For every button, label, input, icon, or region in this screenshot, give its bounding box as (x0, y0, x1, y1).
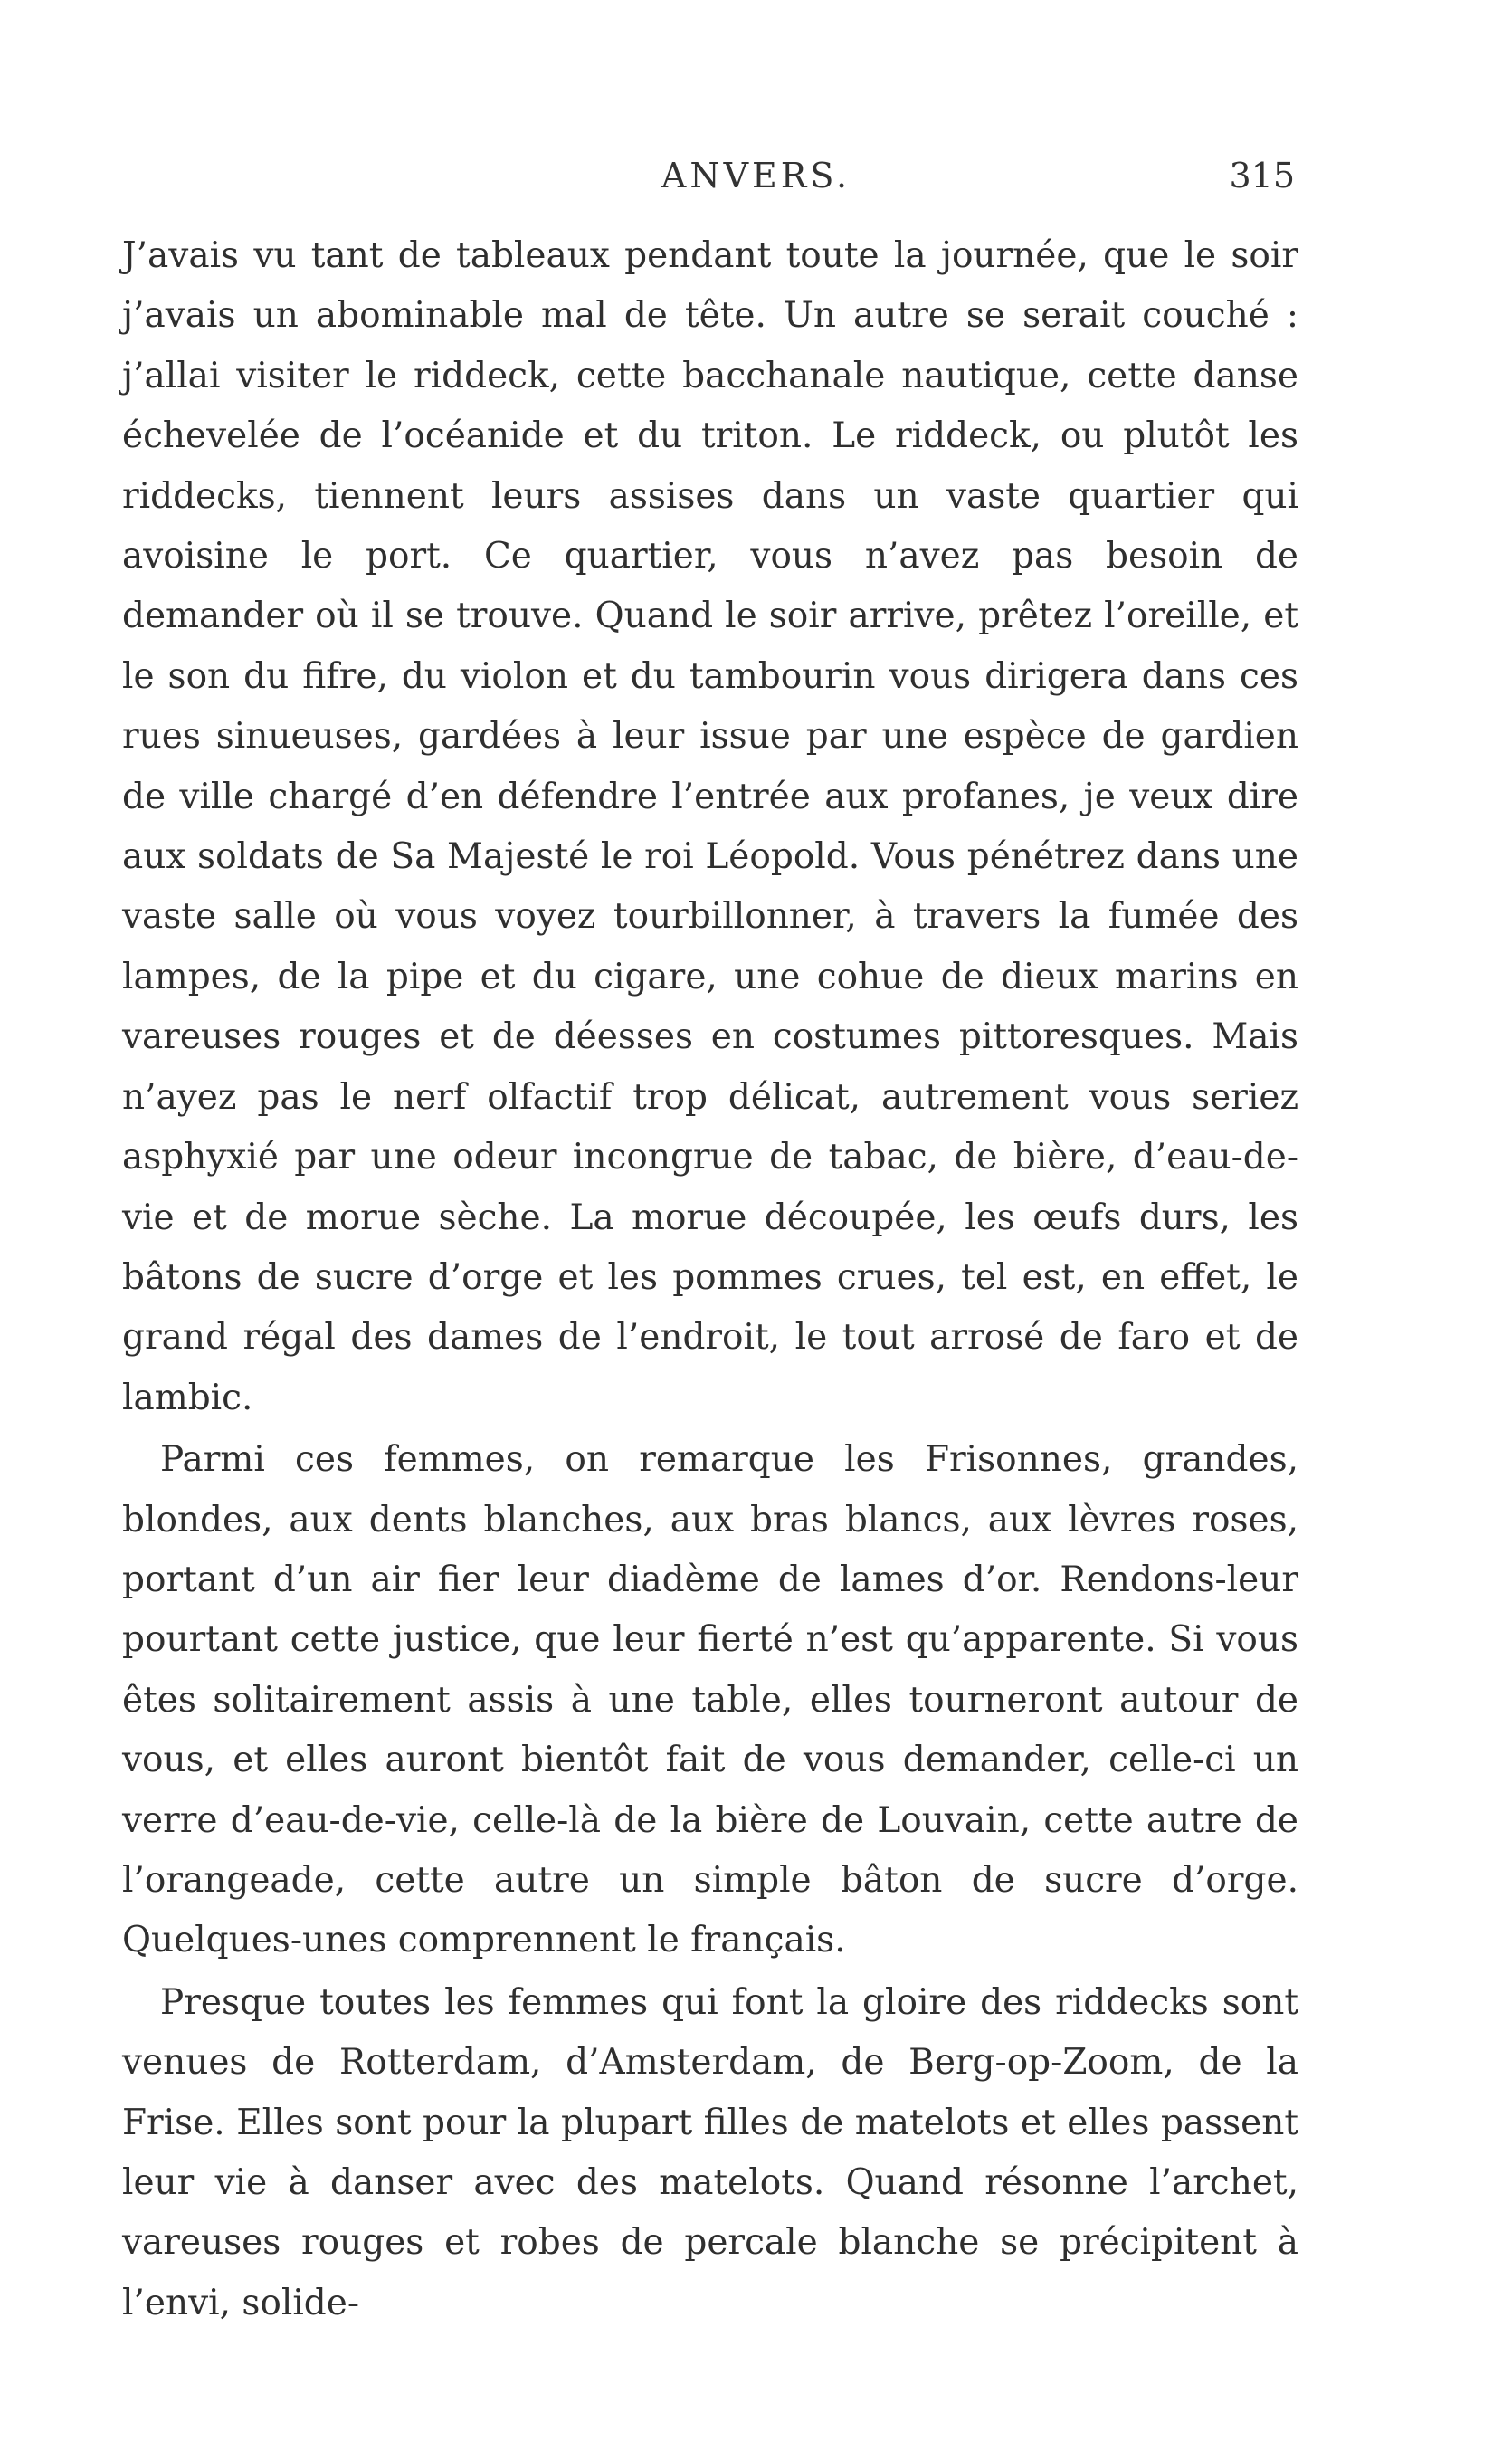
running-title: ANVERS. (661, 156, 851, 196)
body-text (122, 226, 1298, 2333)
paragraph-3: Presque toutes les femmes qui font la gloire des riddecks sont venues de Rotterdam, d’Amsterdam, de Berg-op-Zoom, de la Frise. Elles sont pour la plupart filles de matelots et elles passent leur vie à danser avec des matelots. Quand résonne l’archet, vareuses rouges et robes de percale blanche se précipitent à l’envi, solide- (122, 1981, 1298, 2323)
paragraph-2: Parmi ces femmes, on remarque les Frisonnes, grandes, blondes, aux dents blanches, aux bras blancs, aux lèvres roses, portant d’un air fier leur diadème de lames d’or. Rendons-leur pourtant cette justice, que leur fierté n’est qu’apparente. Si vous êtes solitairement assis à une table, elles tourneront autour de vous, et elles auront bientôt fait de vous demander, celle-ci un verre d’eau-de-vie, celle-là de la bière de Louvain, cette autre de l’orangeade, cette autre un simple bâton de sucre d’orge. Quelques-unes comprennent le français. (122, 1439, 1298, 1961)
page-number: 315 (1229, 156, 1295, 196)
paragraph-1: J’avais vu tant de tableaux pendant toute la journée, que le soir j’avais un abominable mal de tête. Un autre se serait couché : j’allai visiter le riddeck, cette bacchanale nautique, cette danse échevelée de l’océanide et du triton. Le riddeck, ou plutôt les riddecks, tiennent leurs assises dans un vaste quartier qui avoisine le port. Ce quartier, vous n’avez pas besoin de demander où il se trouve. Quand le soir arrive, prêtez l’oreille, et le son du fifre, du violon et du tambourin vous dirigera dans ces rues sinueuses, gardées à leur issue par une espèce de gardien de ville chargé d’en défendre l’entrée aux profanes, je veux dire aux soldats de Sa Majesté le roi Léopold. Vous pénétrez dans une vaste salle où vous voyez tourbillonner, à travers la fumée des lampes, de la pipe et du cigare, une cohue de dieux marins en vareuses rouges et de déesses en costumes pittoresques. Mais n’ayez pas le nerf olfactif trop délicat, autrement vous seriez asphyxié par une odeur incongrue de tabac, de bière, d’eau-de-vie et de morue sèche. La morue découpée, les œufs durs, les bâtons de sucre d’orge et les pommes crues, tel est, en effet, le grand régal des dames de l’endroit, le tout arrosé de faro et de lambic. (122, 235, 1298, 1418)
running-head (0, 156, 1512, 201)
